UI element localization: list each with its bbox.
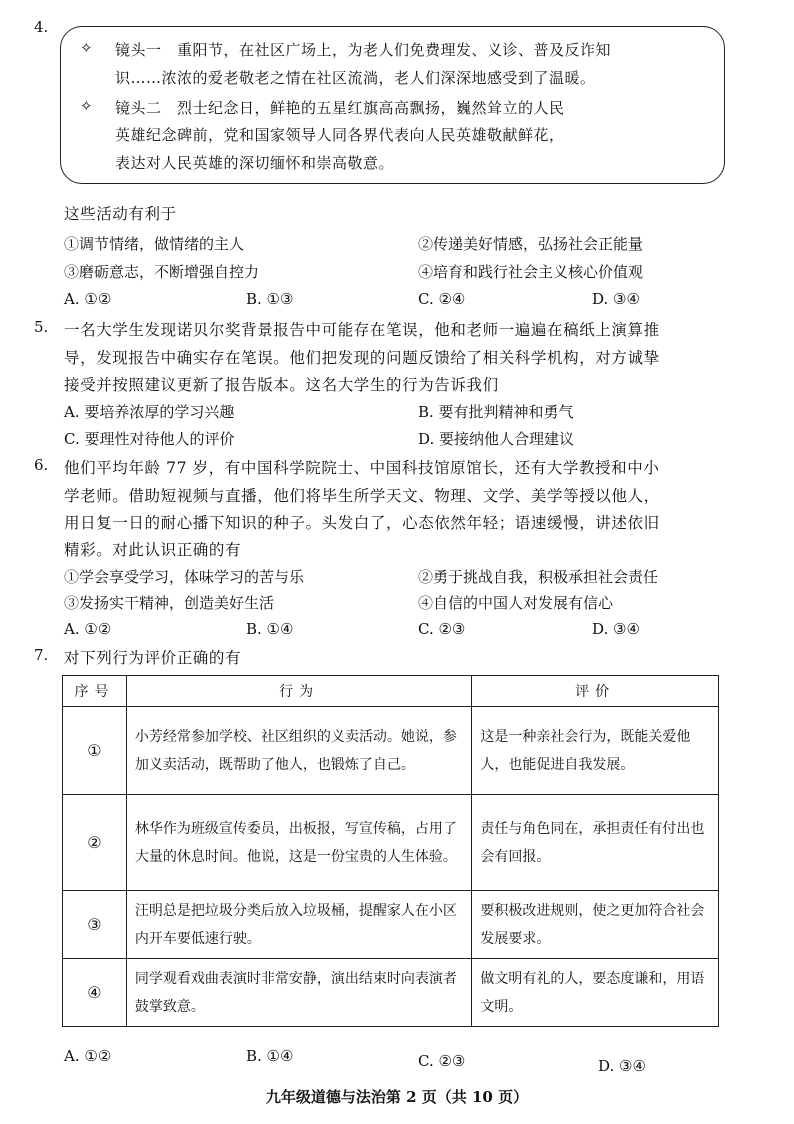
question-7-choice-c: C. ②③ [418,1052,466,1070]
scene-1-line-1: 镜头一 重阳节，在社区广场上，为老人们免费理发、义诊、普及反诈知 [115,41,612,59]
scene-2-line-2: 英雄纪念碑前，党和国家领导人同各界代表向人民英雄敬献鲜花， [115,126,565,144]
row-index: ③ [63,891,127,959]
header-evaluation: 评价 [472,676,719,707]
evaluation-text: 做文明有礼的人，要态度谦和，用语文明。 [480,970,705,1015]
question-5-choice-c: C. 要理性对待他人的评价 [64,430,235,448]
row-evaluation [472,891,719,959]
table-row [63,795,719,891]
question-5-number: 5. [34,318,49,336]
behavior-text: 林华作为班级宣传委员，出板报，写宣传稿，占用了大量的休息时间。他说，这是一份宝贵的人生体验。 [134,820,457,865]
question-4-item-4: ④培育和践行社会主义核心价值观 [418,263,644,281]
question-6-item-4: ④自信的中国人对发展有信心 [418,594,614,612]
row-evaluation [472,959,719,1027]
question-4-number: 4. [34,18,49,36]
evaluation-table [62,675,719,1027]
question-4-item-2: ②传递美好情感，弘扬社会正能量 [418,235,644,253]
scene-2-bullet-icon: ✧ [80,97,93,115]
question-4-choice-c: C. ②④ [418,290,466,308]
question-4-choice-b: B. ①③ [246,290,294,308]
question-4-choice-d: D. ③④ [592,290,640,308]
row-evaluation [472,707,719,795]
behavior-text: 同学观看戏曲表演时非常安静，演出结束时向表演者鼓掌致意。 [134,970,457,1015]
header-index: 序号 [63,676,127,707]
scene-1-bullet-icon: ✧ [80,39,93,57]
question-6-choice-d: D. ③④ [592,620,640,638]
question-5-line-2: 导，发现报告中确实存在笔误。他们把发现的问题反馈给了相关科学机构，对方诚挚 [64,349,660,367]
row-behavior [126,707,471,795]
row-index: ② [63,795,127,891]
row-evaluation [472,795,719,891]
question-6-item-1: ①学会享受学习，体味学习的苦与乐 [64,568,305,586]
evaluation-text: 责任与角色同在，承担责任有付出也会有回报。 [480,820,705,865]
header-behavior: 行为 [126,676,471,707]
question-5-line-1: 一名大学生发现诺贝尔奖背景报告中可能存在笔误，他和老师一遍遍在稿纸上演算推 [64,321,660,339]
question-7-choice-a: A. ①② [64,1047,112,1065]
evaluation-text: 这是一种亲社会行为，既能关爱他人，也能促进自我发展。 [480,728,691,773]
question-6-line-1: 他们平均年龄 77 岁，有中国科学院院士、中国科技馆原馆长，还有大学教授和中小 [64,459,660,477]
behavior-text: 小芳经常参加学校、社区组织的义卖活动。她说，参加义卖活动，既帮助了他人，也锻炼了自己。 [134,728,457,773]
question-6-item-2: ②勇于挑战自我，积极承担社会责任 [418,568,659,586]
table-row [63,891,719,959]
scene-2-line-1: 镜头二 烈士纪念日，鲜艳的五星红旗高高飘扬，巍然耸立的人民 [115,99,565,117]
question-4-choice-a: A. ①② [64,290,112,308]
row-behavior [126,795,471,891]
question-5-choice-b: B. 要有批判精神和勇气 [418,403,574,421]
question-6-line-3: 用日复一日的耐心播下知识的种子。头发白了，心态依然年轻；语速缓慢，讲述依旧 [64,514,660,532]
question-4-item-3: ③磨砺意志，不断增强自控力 [64,263,260,281]
question-4-item-1: ①调节情绪，做情绪的主人 [64,235,245,253]
question-5-choice-a: A. 要培养浓厚的学习兴趣 [64,403,235,421]
behavior-text: 汪明总是把垃圾分类后放入垃圾桶，提醒家人在小区内开车要低速行驶。 [134,902,457,947]
evaluation-text: 要积极改进规则，使之更加符合社会发展要求。 [480,902,705,947]
question-6-line-4: 精彩。对此认识正确的有 [64,541,242,559]
question-6-choice-a: A. ①② [64,620,112,638]
question-7-number: 7. [34,646,49,664]
question-5-line-3: 接受并按照建议更新了报告版本。这名大学生的行为告诉我们 [64,376,499,394]
question-6-choice-b: B. ①④ [246,620,294,638]
question-7-choice-b: B. ①④ [246,1047,294,1065]
question-6-item-3: ③发扬实干精神，创造美好生活 [64,594,275,612]
scene-2-line-3: 表达对人民英雄的深切缅怀和崇高敬意。 [115,154,395,172]
page-footer: 九年级道德与法治第 2 页（共 10 页） [265,1088,529,1106]
question-6-number: 6. [34,456,49,474]
question-7-stem: 对下列行为评价正确的有 [64,649,242,667]
row-index: ① [63,707,127,795]
row-index: ④ [63,959,127,1027]
table-row [63,959,719,1027]
table-header-row [63,676,719,707]
question-5-choice-d: D. 要接纳他人合理建议 [418,430,575,448]
question-6-line-2: 学老师。借助短视频与直播，他们将毕生所学天文、物理、文学、美学等授以他人， [64,487,660,505]
row-behavior [126,959,471,1027]
table-row [63,707,719,795]
question-6-choice-c: C. ②③ [418,620,466,638]
question-7-choice-d: D. ③④ [598,1057,646,1075]
scene-1-line-2: 识……浓浓的爱老敬老之情在社区流淌，老人们深深地感受到了温暖。 [115,69,596,87]
row-behavior [126,891,471,959]
question-4-stem: 这些活动有利于 [64,205,177,223]
